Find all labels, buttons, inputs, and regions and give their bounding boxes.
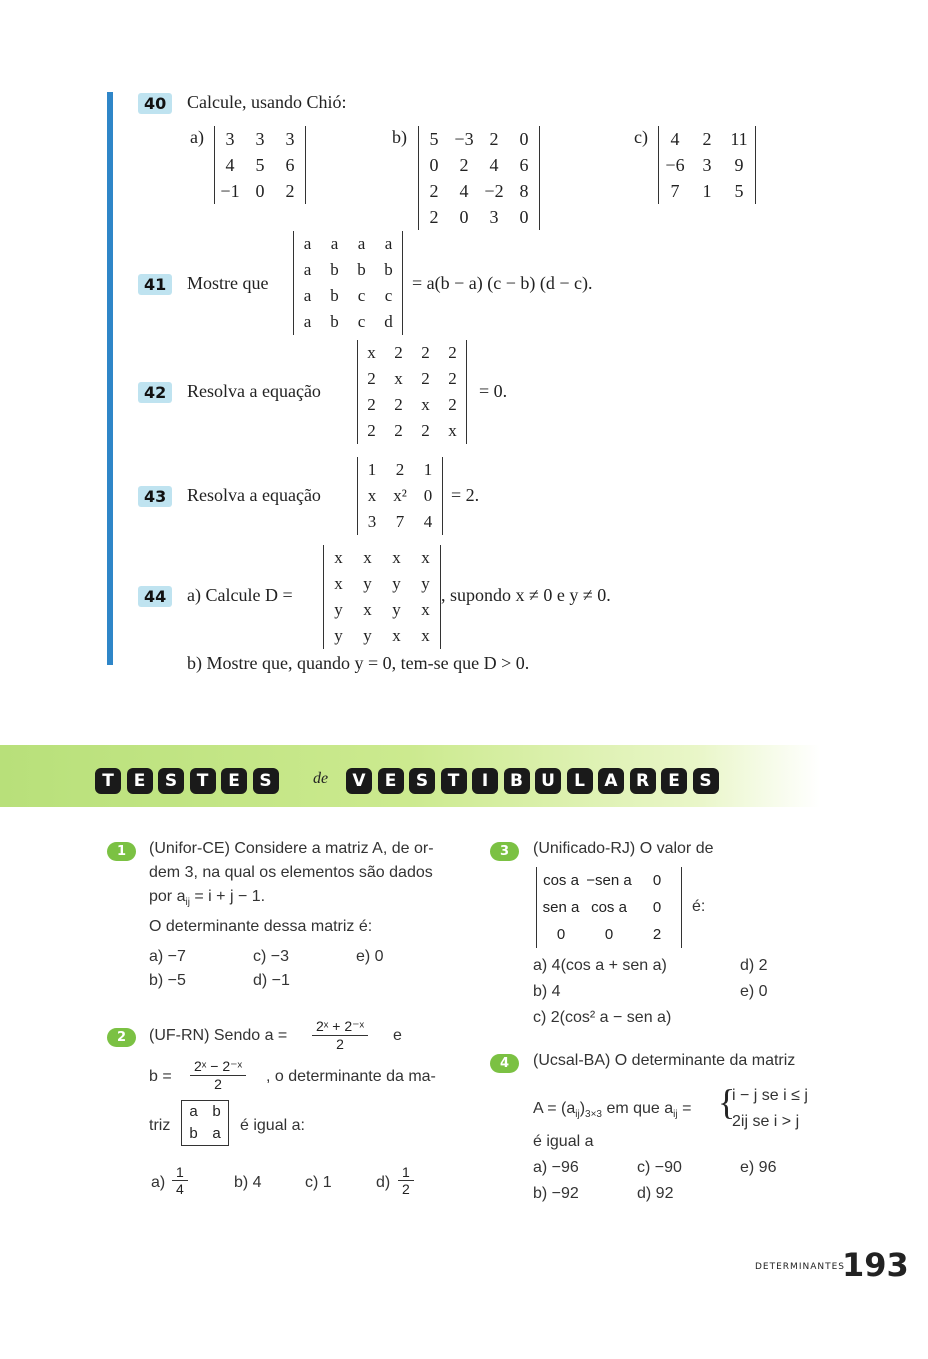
matrix-cell: b [212, 1103, 221, 1120]
answer-fraction: $\frac{1}{2}$ [398, 1164, 414, 1197]
banner-letter: E [378, 768, 404, 794]
answer-option: b) −92 [533, 1185, 579, 1202]
answer-option: d) 92 [637, 1185, 674, 1202]
exercise-number: 43 [138, 486, 172, 507]
banner-letter: S [693, 768, 719, 794]
answer-option: c) −90 [637, 1159, 682, 1176]
matrix-cell: 0 [519, 207, 529, 227]
matrix-cell: 6 [285, 155, 295, 175]
banner-letter: A [598, 768, 624, 794]
question-text: e [393, 1027, 402, 1044]
answer-option: a) −96 [533, 1159, 579, 1176]
matrix-row [294, 309, 402, 335]
matrix-cell: 3 [367, 512, 377, 531]
equation-result: = 0. [479, 381, 508, 401]
banner-letter: I [472, 768, 498, 794]
matrix-cell: 2 [448, 343, 457, 362]
item-label: c) [634, 127, 648, 147]
matrix-row [537, 867, 681, 894]
matrix-cell: 0 [519, 129, 529, 149]
fraction-a: $\frac{\text{2ˣ + 2⁻ˣ}}{2}$ [312, 1018, 368, 1052]
matrix-cell: −sen a [586, 872, 632, 889]
matrix-cell: 0 [556, 926, 566, 943]
determinant-matrix [293, 231, 403, 335]
answer-option: d) −1 [253, 972, 290, 989]
matrix-row [419, 204, 539, 230]
matrix-cell: cos a [591, 899, 627, 916]
matrix-row [358, 340, 466, 366]
fraction-b: $\frac{\text{2ˣ − 2⁻ˣ}}{2}$ [190, 1058, 246, 1092]
matrix-cell: y [334, 600, 343, 619]
matrix-cell: 4 [225, 155, 235, 175]
matrix-row [537, 894, 681, 921]
matrix-row [215, 126, 305, 152]
question-text: O determinante dessa matriz é: [149, 918, 373, 935]
determinant-matrix [357, 457, 443, 535]
banner-letter: E [661, 768, 687, 794]
matrix-cell: x [421, 548, 430, 567]
matrix-cell: 2 [448, 395, 457, 414]
matrix-cell: d [384, 312, 393, 331]
matrix-cell: 0 [652, 899, 662, 916]
footer-chapter: DETERMINANTES [755, 1262, 845, 1272]
matrix-cell: x [363, 548, 372, 567]
matrix-cell: 2 [395, 460, 405, 479]
matrix-row [358, 457, 442, 483]
answer-option: a) −7 [149, 948, 186, 965]
matrix-cell: c [357, 312, 366, 331]
matrix-cell: b [189, 1125, 198, 1142]
answer-option: a) [151, 1174, 166, 1191]
matrix-cell: a [330, 234, 339, 253]
brace-symbol: { [718, 1082, 736, 1122]
matrix-cell: 0 [255, 181, 265, 201]
section-bar [107, 92, 113, 665]
matrix-cell: 2 [421, 369, 430, 388]
matrix-row [419, 126, 539, 152]
matrix-row [182, 1123, 228, 1145]
matrix-cell: 0 [423, 486, 433, 505]
matrix-row [294, 257, 402, 283]
matrix-cell: x [421, 395, 430, 414]
determinant-matrix [658, 126, 756, 204]
exercise-number: 42 [138, 382, 172, 403]
exercise-prompt: Resolva a equação [187, 381, 321, 401]
determinant-matrix [536, 867, 682, 948]
question-text: , o determinante da ma- [266, 1068, 436, 1085]
matrix-row [659, 178, 755, 204]
matrix-cell: −6 [665, 155, 685, 175]
matrix-cell: 2 [394, 395, 403, 414]
page-number: 193 [842, 1246, 909, 1284]
exercise-part-b: b) Mostre que, quando y = 0, tem-se que D > 0. [187, 653, 530, 673]
question-text: (Ucsal-BA) O determinante da matriz [533, 1052, 796, 1069]
matrix-row [358, 509, 442, 535]
matrix-cell: 3 [702, 155, 712, 175]
matrix-row [324, 571, 440, 597]
matrix-row [215, 178, 305, 204]
answer-option: d) 2 [740, 957, 768, 974]
matrix-cell: 5 [429, 129, 439, 149]
matrix-cell: 2 [429, 181, 439, 201]
matrix-row [294, 231, 402, 257]
matrix-cell: x² [393, 486, 407, 505]
matrix-cell: x [394, 369, 403, 388]
question-text: por $a_{ij} = i + j - 1$. [149, 888, 266, 909]
answer-option: e) 96 [740, 1159, 777, 1176]
exercise-number: 40 [138, 93, 172, 114]
banner-letter: S [158, 768, 184, 794]
case-line: 2ij se i > j [732, 1113, 800, 1130]
matrix-cell: c [384, 286, 393, 305]
matrix-cell: 4 [489, 155, 499, 175]
matrix-row [659, 126, 755, 152]
matrix-cell: 1 [702, 181, 712, 201]
banner-de: de [313, 770, 329, 787]
item-label: b) [392, 127, 407, 147]
matrix-row [358, 483, 442, 509]
answer-option: b) 4 [234, 1174, 262, 1191]
matrix-cell: 2 [285, 181, 295, 201]
exercise-prompt: Mostre que [187, 273, 269, 293]
question-text: é igual a: [240, 1117, 305, 1134]
banner-letter: T [441, 768, 467, 794]
answer-option: a) 4(cos a + sen a) [533, 957, 667, 974]
answer-option: e) 0 [740, 983, 768, 1000]
matrix-cell: c [357, 286, 366, 305]
matrix-row [419, 152, 539, 178]
matrix-cell: x [392, 548, 401, 567]
exercise-number: 44 [138, 586, 172, 607]
matrix-cell: 5 [734, 181, 744, 201]
question-text: triz [149, 1117, 171, 1134]
question-text: é igual a [533, 1133, 594, 1150]
banner-letter: U [535, 768, 561, 794]
matrix-row [294, 283, 402, 309]
matrix-cell: a [384, 234, 393, 253]
banner-letter: S [253, 768, 279, 794]
answer-option: e) 0 [356, 948, 384, 965]
answer-fraction: $\frac{1}{4}$ [172, 1164, 188, 1197]
matrix-cell: 2 [421, 343, 430, 362]
matrix-cell: a [303, 286, 312, 305]
matrix-row [215, 152, 305, 178]
matrix-cell: y [421, 574, 430, 593]
matrix-cell: 1 [423, 460, 433, 479]
matrix-cell: 3 [489, 207, 499, 227]
exercise-prompt: a) Calcule D = [187, 585, 293, 605]
determinant-matrix [214, 126, 306, 204]
determinant-matrix [357, 340, 467, 444]
matrix-cell: 0 [459, 207, 469, 227]
matrix-row [324, 597, 440, 623]
determinant-matrix [323, 545, 441, 649]
equation-result: , supondo x ≠ 0 e y ≠ 0. [441, 585, 611, 605]
answer-option: c) 1 [305, 1174, 332, 1191]
banner-letter: T [95, 768, 121, 794]
matrix-cell: 4 [670, 129, 680, 149]
banner-letter: S [409, 768, 435, 794]
matrix-cell: cos a [543, 872, 579, 889]
matrix-cell: 9 [734, 155, 744, 175]
matrix-cell: −2 [484, 181, 504, 201]
question-number: 3 [490, 842, 519, 861]
matrix-cell: 2 [367, 421, 376, 440]
matrix-cell: a [303, 234, 312, 253]
matrix-cell: 0 [604, 926, 614, 943]
matrix-row [182, 1101, 228, 1123]
equation-result: = 2. [451, 485, 480, 505]
matrix-cell: x [334, 574, 343, 593]
answer-option: d) [376, 1174, 391, 1191]
banner-letter: E [127, 768, 153, 794]
matrix-row [537, 921, 681, 948]
matrix-cell: x [392, 626, 401, 645]
matrix-cell: y [392, 600, 401, 619]
matrix-cell: 0 [429, 155, 439, 175]
matrix-cell: y [392, 574, 401, 593]
equation-result: = a(b − a) (c − b) (d − c). [412, 273, 593, 293]
answer-option: c) −3 [253, 948, 290, 965]
exercise-prompt: Resolva a equação [187, 485, 321, 505]
determinant-matrix [418, 126, 540, 230]
matrix-cell: x [421, 600, 430, 619]
case-line: i − j se i ≤ j [732, 1087, 808, 1104]
matrix-cell: 2 [448, 369, 457, 388]
matrix-cell: b [330, 312, 339, 331]
matrix-cell: 2 [394, 421, 403, 440]
exercise-prompt: Calcule, usando Chió: [187, 92, 347, 112]
matrix-row [358, 366, 466, 392]
matrix-cell: 2 [421, 421, 430, 440]
question-number: 4 [490, 1054, 519, 1073]
matrix-cell: 7 [395, 512, 405, 531]
matrix-cell: b [330, 286, 339, 305]
matrix-cell: x [448, 421, 457, 440]
matrix-cell: b [330, 260, 339, 279]
banner-letter: V [346, 768, 372, 794]
matrix-cell: −3 [454, 129, 474, 149]
question-text: (Unifor-CE) Considere a matriz A, de or- [149, 840, 434, 857]
matrix-cell: 2 [652, 926, 662, 943]
banner-letter: T [190, 768, 216, 794]
banner-letter: E [221, 768, 247, 794]
matrix-cell: 3 [255, 129, 265, 149]
item-label: a) [190, 127, 204, 147]
question-text: $A = (a_{ij})_{3\times 3}$ em que $a_{ij}$ = [533, 1100, 692, 1121]
matrix-cell: b [357, 260, 366, 279]
matrix-cell: 2 [702, 129, 712, 149]
matrix-cell: y [363, 574, 372, 593]
matrix-cell: 2 [459, 155, 469, 175]
matrix-cell: 4 [459, 181, 469, 201]
matrix-cell: 11 [730, 129, 748, 149]
matrix-cell: 1 [367, 460, 377, 479]
matrix-cell: 3 [285, 129, 295, 149]
matrix-cell: y [334, 626, 343, 645]
matrix-cell: 2 [394, 343, 403, 362]
matrix-cell: −1 [220, 181, 240, 201]
matrix-cell: a [357, 234, 366, 253]
matrix-cell: 8 [519, 181, 529, 201]
banner-letter: R [630, 768, 656, 794]
matrix-cell: a [212, 1125, 221, 1142]
matrix-row [324, 623, 440, 649]
matrix-cell: a [303, 312, 312, 331]
matrix-row [659, 152, 755, 178]
matrix-row [358, 392, 466, 418]
matrix-cell: 4 [423, 512, 433, 531]
matrix-cell: x [367, 486, 377, 505]
matrix-cell: y [363, 626, 372, 645]
matrix-cell: 3 [225, 129, 235, 149]
matrix-cell: 2 [489, 129, 499, 149]
matrix-cell: 7 [670, 181, 680, 201]
answer-option: c) 2(cos² a − sen a) [533, 1009, 672, 1026]
matrix-cell: 6 [519, 155, 529, 175]
matrix-cell: 5 [255, 155, 265, 175]
bracket-matrix [181, 1100, 229, 1146]
banner-letter: B [504, 768, 530, 794]
banner-letter: L [567, 768, 593, 794]
matrix-cell: x [367, 343, 376, 362]
question-text: é: [692, 898, 706, 915]
matrix-cell: 2 [367, 395, 376, 414]
matrix-cell: 0 [652, 872, 662, 889]
question-text: (UF-RN) Sendo a = [149, 1027, 288, 1044]
matrix-cell: a [303, 260, 312, 279]
matrix-cell: x [363, 600, 372, 619]
question-number: 1 [107, 842, 136, 861]
matrix-row [419, 178, 539, 204]
matrix-row [324, 545, 440, 571]
matrix-row [358, 418, 466, 444]
matrix-cell: a [189, 1103, 198, 1120]
matrix-cell: 2 [367, 369, 376, 388]
answer-option: b) −5 [149, 972, 186, 989]
question-number: 2 [107, 1028, 136, 1047]
question-text: dem 3, na qual os elementos são dados [149, 864, 433, 881]
matrix-cell: x [334, 548, 343, 567]
matrix-cell: 2 [429, 207, 439, 227]
question-text: (Unificado-RJ) O valor de [533, 840, 714, 857]
matrix-cell: b [384, 260, 393, 279]
matrix-cell: x [421, 626, 430, 645]
matrix-cell: sen a [542, 899, 580, 916]
question-text: b = [149, 1068, 172, 1085]
answer-option: b) 4 [533, 983, 561, 1000]
exercise-number: 41 [138, 274, 172, 295]
